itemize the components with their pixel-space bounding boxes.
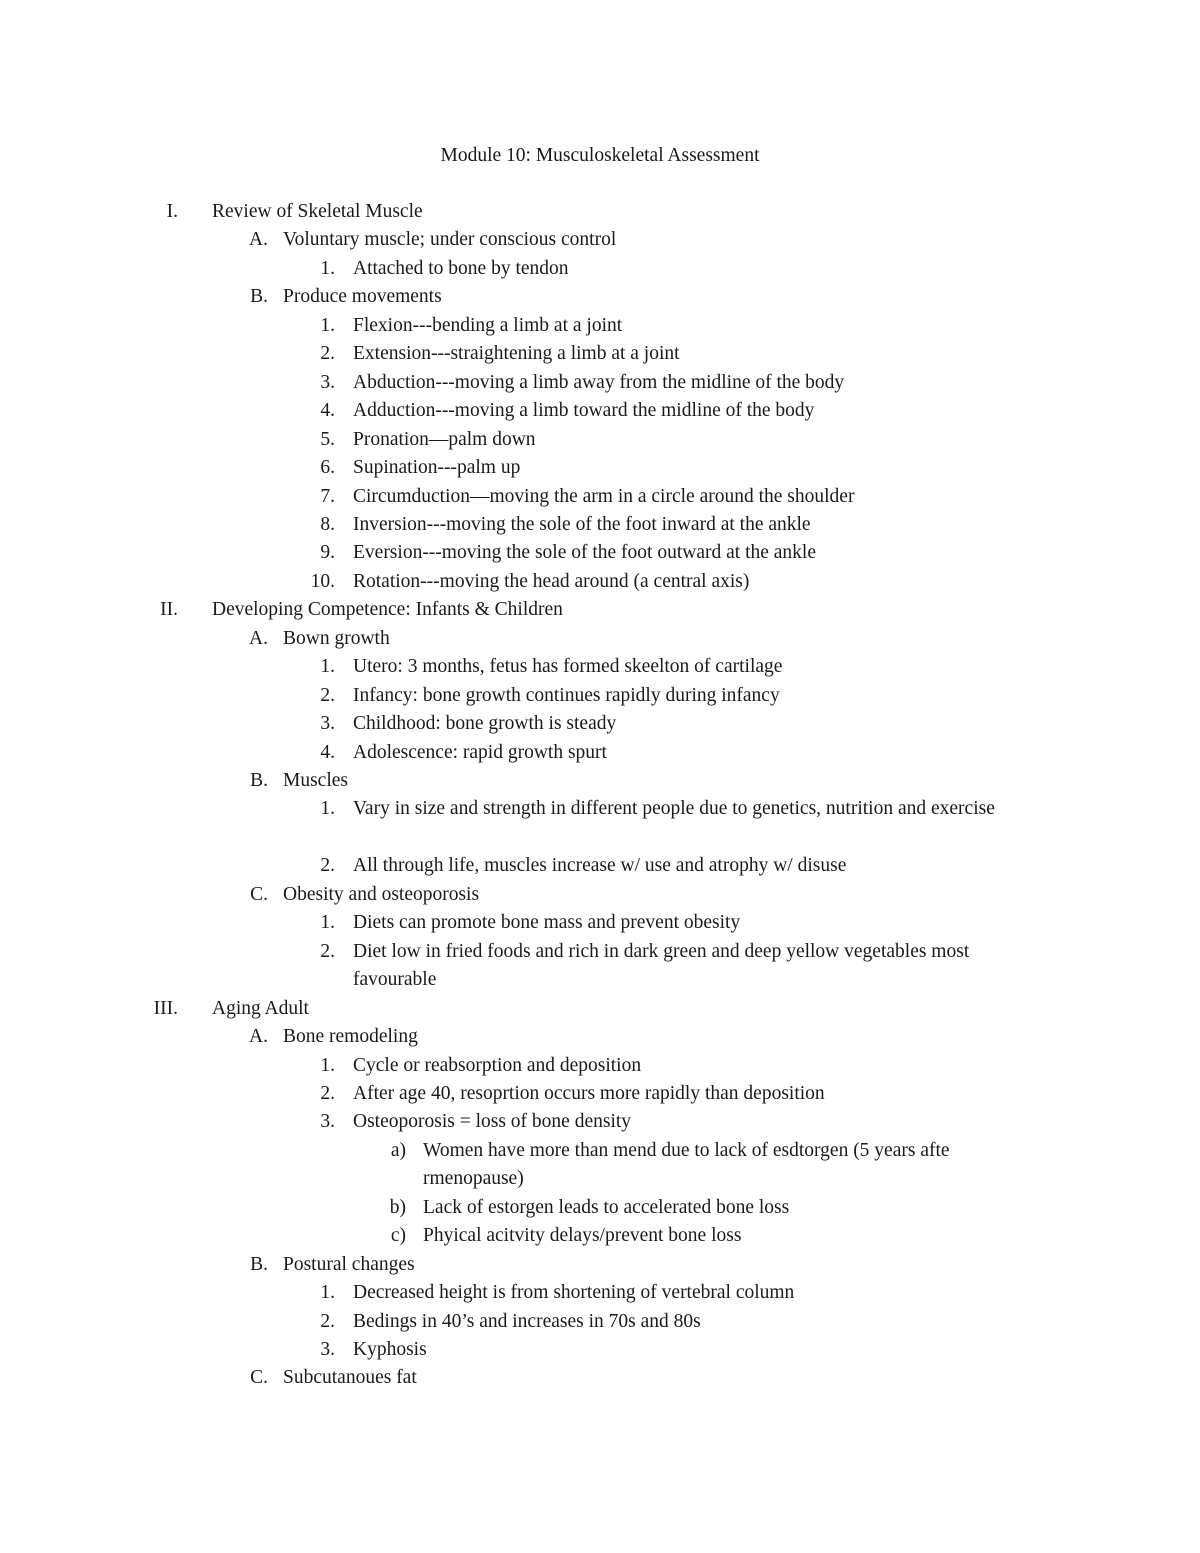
list-item-text: Eversion---moving the sole of the foot outward at the ankle	[353, 542, 816, 564]
outline-item-level-2	[0, 226, 1200, 254]
list-marker: C.	[250, 1367, 268, 1389]
outline-item-level-1	[0, 198, 1200, 226]
list-item-text: Women have more than mend due to lack of esdtorgen (5 years afte rmenopause)	[423, 1139, 950, 1189]
outline-item-level-3	[0, 1108, 1200, 1136]
list-marker: 1.	[320, 314, 335, 336]
list-marker: 2.	[320, 1310, 335, 1332]
outline-item-level-3	[0, 426, 1200, 454]
outline-item-level-3	[0, 397, 1200, 425]
outline-item-level-3	[0, 1336, 1200, 1364]
outline-item-level-3	[0, 1279, 1200, 1307]
outline-item-level-1	[0, 995, 1200, 1023]
list-item-text: Lack of estorgen leads to accelerated bone loss	[423, 1196, 790, 1218]
list-item-text: Supination---palm up	[353, 457, 521, 479]
list-item-text: Circumduction—moving the arm in a circle around the shoulder	[353, 485, 855, 507]
list-marker: 9.	[320, 542, 335, 564]
list-marker: C.	[250, 883, 268, 905]
outline-item-level-3	[0, 909, 1200, 937]
list-marker: 1.	[320, 798, 335, 820]
list-marker: c)	[390, 1225, 406, 1247]
outline-item-level-3	[0, 682, 1200, 710]
list-marker: 6.	[320, 457, 335, 479]
outline-item-level-2	[0, 1364, 1200, 1392]
list-marker: 1.	[320, 1054, 335, 1076]
list-item-text: Adolescence: rapid growth spurt	[353, 741, 607, 763]
list-item-text: Attached to bone by tendon	[353, 257, 569, 279]
outline-item-level-3	[0, 1052, 1200, 1080]
outline-item-level-4	[0, 1194, 1200, 1222]
list-item-text: Flexion---bending a limb at a joint	[353, 314, 623, 336]
list-item-text: Aging Adult	[212, 997, 309, 1019]
outline-item-level-2	[0, 625, 1200, 653]
outline-item-level-3	[0, 568, 1200, 596]
outline-item-level-2	[0, 1023, 1200, 1051]
list-item-text: Utero: 3 months, fetus has formed skeelton of cartilage	[353, 656, 783, 678]
outline-item-level-3	[0, 255, 1200, 283]
list-marker: b)	[389, 1196, 406, 1218]
list-item-text: Abduction---moving a limb away from the midline of the body	[353, 371, 845, 393]
list-marker: a)	[390, 1139, 406, 1161]
outline-item-level-4	[0, 1137, 1200, 1193]
outline-item-level-3	[0, 795, 1200, 851]
list-item-text: Bown growth	[283, 627, 390, 649]
list-item-text: Extension---straightening a limb at a joint	[353, 343, 680, 365]
list-item-text: Pronation—palm down	[353, 428, 536, 450]
list-marker: 2.	[320, 1082, 335, 1104]
list-item-text: Postural changes	[283, 1253, 415, 1275]
list-marker: 2.	[320, 684, 335, 706]
list-marker: 10.	[310, 570, 335, 592]
list-item-text: Decreased height is from shortening of vertebral column	[353, 1282, 795, 1304]
outline-item-level-3	[0, 369, 1200, 397]
list-item-text: Childhood: bone growth is steady	[353, 713, 617, 735]
list-item-text: After age 40, resoprtion occurs more rapidly than deposition	[353, 1082, 825, 1104]
outline-item-level-2	[0, 881, 1200, 909]
list-item-text: Vary in size and strength in different people due to genetics, nutrition and exercise	[353, 798, 995, 820]
outline-item-level-3	[0, 653, 1200, 681]
outline-item-level-3	[0, 340, 1200, 368]
list-marker: 2.	[320, 940, 335, 962]
list-marker: 7.	[320, 485, 335, 507]
list-marker: 8.	[320, 513, 335, 535]
list-marker: B.	[250, 1253, 268, 1275]
list-item-text: Osteoporosis = loss of bone density	[353, 1111, 632, 1133]
list-marker: 4.	[320, 741, 335, 763]
list-item-text: Rotation---moving the head around (a central axis)	[353, 570, 750, 592]
list-item-text: All through life, muscles increase w/ use and atrophy w/ disuse	[353, 855, 847, 877]
list-marker: 2.	[320, 855, 335, 877]
outline-item-level-3	[0, 511, 1200, 539]
outline-item-level-4	[0, 1222, 1200, 1250]
list-item-text: Produce movements	[283, 286, 442, 308]
list-item-text: Inversion---moving the sole of the foot inward at the ankle	[353, 513, 811, 535]
outline-item-level-3	[0, 852, 1200, 880]
list-marker: I.	[166, 201, 178, 222]
list-marker: III.	[153, 997, 178, 1019]
list-marker: A.	[249, 1026, 268, 1048]
list-marker: 3.	[320, 713, 335, 735]
list-item-text: Muscles	[283, 770, 348, 791]
list-marker: 1.	[320, 912, 335, 934]
list-marker: 1.	[320, 257, 335, 279]
list-marker: II.	[160, 599, 178, 621]
list-item-text: Bedings in 40’s and increases in 70s and 80s	[353, 1310, 701, 1332]
list-marker: B.	[250, 770, 268, 791]
list-marker: 1.	[320, 656, 335, 678]
list-marker: 4.	[320, 400, 335, 422]
list-item-text: Review of Skeletal Muscle	[212, 201, 423, 222]
outline-item-level-2	[0, 1251, 1200, 1279]
outline-item-level-3	[0, 1080, 1200, 1108]
list-item-text: Diet low in fried foods and rich in dark green and deep yellow vegetables most favourable	[353, 940, 970, 990]
outline-item-level-3	[0, 539, 1200, 567]
page-title: Module 10: Musculoskeletal Assessment	[440, 145, 760, 166]
outline-item-level-3	[0, 454, 1200, 482]
outline-item-level-2	[0, 767, 1200, 795]
outline-item-level-3	[0, 710, 1200, 738]
list-item-text: Cycle or reabsorption and deposition	[353, 1054, 642, 1076]
outline-item-level-3	[0, 483, 1200, 511]
list-marker: 3.	[320, 371, 335, 393]
outline-item-level-1	[0, 596, 1200, 624]
list-marker: 2.	[320, 343, 335, 365]
outline-item-level-3	[0, 1308, 1200, 1336]
list-item-text: Diets can promote bone mass and prevent obesity	[353, 912, 741, 934]
list-item-text: Voluntary muscle; under conscious control	[283, 229, 617, 251]
outline-item-level-3	[0, 312, 1200, 340]
list-item-text: Subcutanoues fat	[283, 1367, 417, 1389]
list-item-text: Bone remodeling	[283, 1026, 418, 1048]
list-item-text: Kyphosis	[353, 1339, 427, 1360]
outline-item-level-2	[0, 283, 1200, 311]
list-marker: A.	[249, 229, 268, 251]
list-marker: A.	[249, 627, 268, 649]
list-item-text: Obesity and osteoporosis	[283, 883, 480, 905]
outline-item-level-3	[0, 938, 1200, 994]
list-marker: 1.	[320, 1282, 335, 1304]
list-item-text: Phyical acitvity delays/prevent bone loss	[423, 1225, 742, 1247]
list-marker: 5.	[320, 428, 335, 450]
list-marker: 3.	[320, 1339, 335, 1360]
outline-item-level-3	[0, 739, 1200, 767]
list-item-text: Developing Competence: Infants & Children	[212, 599, 563, 621]
list-marker: 3.	[320, 1111, 335, 1133]
list-marker: B.	[250, 286, 268, 308]
list-item-text: Infancy: bone growth continues rapidly during infancy	[353, 684, 780, 706]
list-item-text: Adduction---moving a limb toward the midline of the body	[353, 400, 815, 422]
